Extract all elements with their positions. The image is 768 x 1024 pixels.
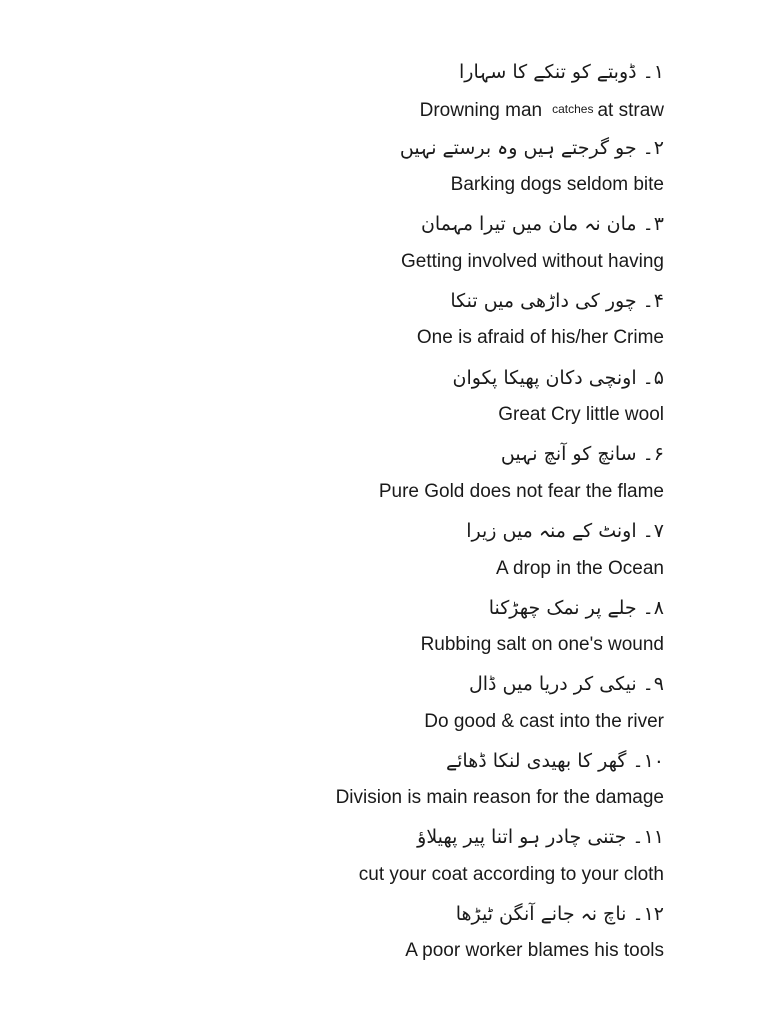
english-translation-4: One is afraid of his/her Crime	[416, 327, 664, 348]
english-translation-9: Do good & cast into the river	[424, 711, 664, 732]
english-translation-8: Rubbing salt on one's wound	[420, 634, 664, 655]
urdu-proverb-12: ۱۲۔ ناچ نہ جانے آنگن ٹیڑھا	[455, 903, 664, 925]
urdu-proverb-7: ۷۔ اونٹ کے منہ میں زیرا	[466, 520, 664, 542]
english-translation-2: Barking dogs seldom bite	[450, 174, 664, 195]
urdu-proverb-5: ۵۔ اونچی دکان پھیکا پکوان	[452, 367, 664, 389]
english-translation-5: Great Cry little wool	[498, 404, 664, 425]
urdu-proverb-11: ۱۱۔ جتنی چادر ہو اتنا پیر پھیلاؤ	[417, 826, 664, 848]
english-translation-12: A poor worker blames his tools	[405, 940, 664, 961]
english-translation-7: A drop in the Ocean	[496, 558, 664, 579]
urdu-proverb-9: ۹۔ نیکی کر دریا میں ڈال	[468, 673, 664, 695]
translation-part-1: Drowning man	[419, 100, 543, 121]
urdu-proverb-1: ۱۔ ڈوبتے کو تنکے کا سہارا	[459, 61, 664, 83]
urdu-proverb-3: ۳۔ مان نہ مان میں تیرا مہمان	[420, 213, 664, 235]
english-translation-11: cut your coat according to your cloth	[358, 864, 664, 885]
urdu-proverb-8: ۸۔ جلے پر نمک چھڑکنا	[488, 597, 664, 619]
english-translation-6: Pure Gold does not fear the flame	[378, 481, 664, 502]
translation-part-2: at straw	[597, 100, 664, 121]
english-translation-1	[420, 96, 664, 122]
urdu-proverb-6: ۶۔ سانچ کو آنچ نہیں	[500, 443, 664, 465]
english-translation-10: Division is main reason for the damage	[335, 787, 664, 808]
urdu-proverb-2: ۲۔ جو گرجتے ہیں وہ برستے نہیں	[399, 137, 664, 159]
urdu-proverb-4: ۴۔ چور کی داڑھی میں تنکا	[450, 290, 664, 312]
urdu-proverb-10: ۱۰۔ گھر کا بھیدی لنکا ڈھائے	[446, 750, 664, 772]
translation-small-word: catches	[552, 102, 594, 116]
english-translation-3: Getting involved without having	[401, 251, 664, 272]
